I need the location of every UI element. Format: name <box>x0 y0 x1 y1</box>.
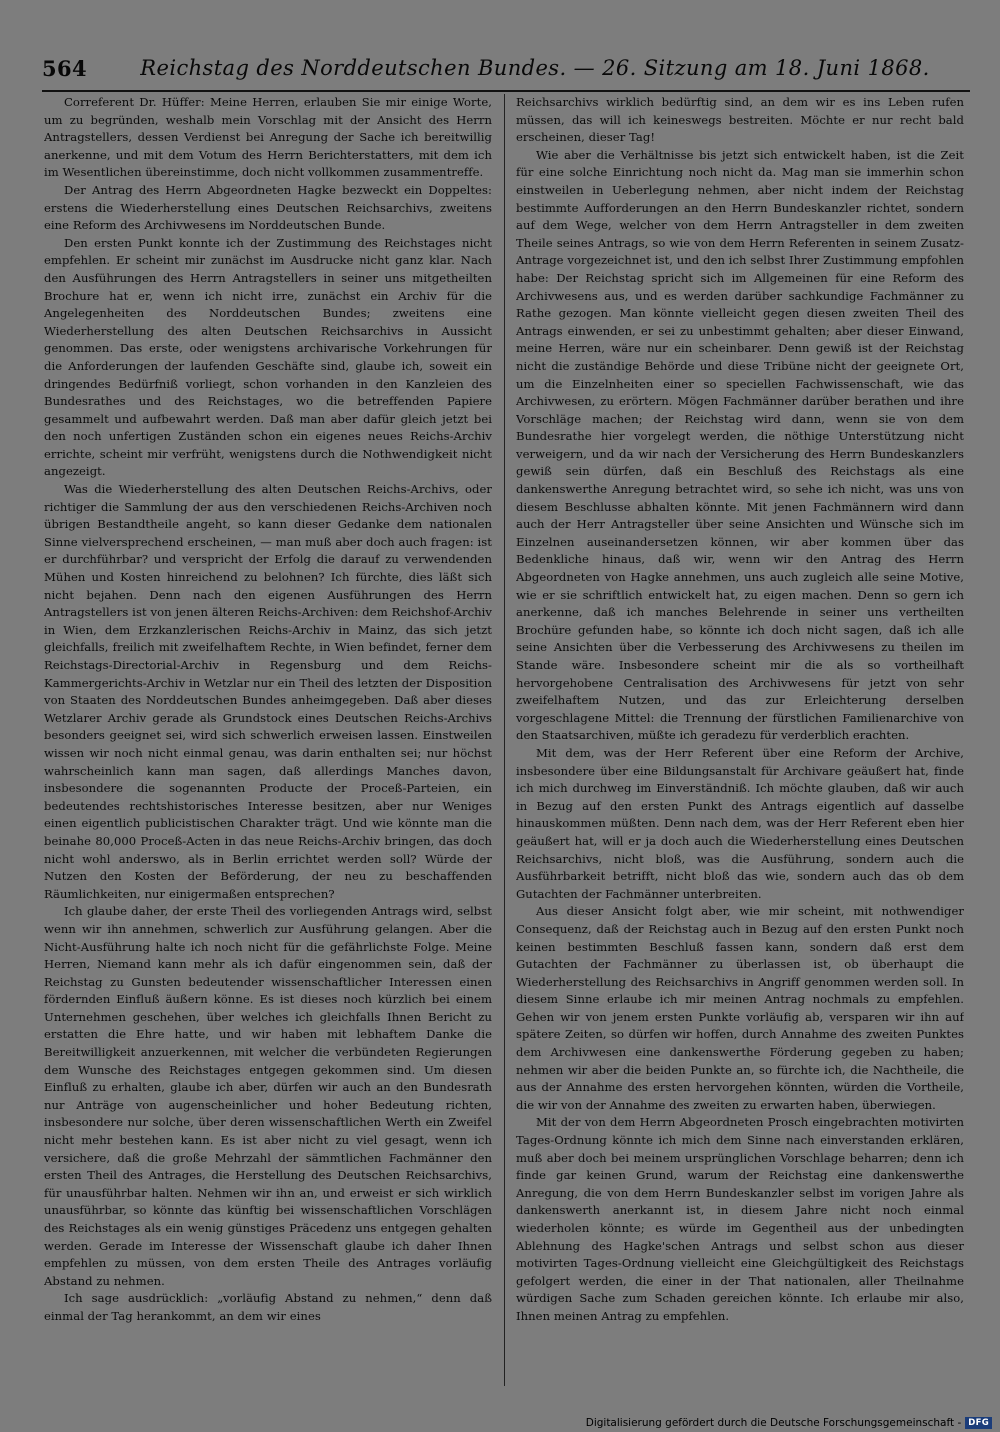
paragraph: Correferent Dr. Hüffer: Meine Herren, erlauben Sie mir einige Worte, um zu begründen, weshalb mein Vorschlag mit der Ansicht des Herrn Antragstellers, dessen Verdienst bei Anregung der Sache ich bereitwillig anerkenne, und mit dem Votum des Herrn Berichterstatters, mit dem ich im Wesentlichen übereinstimme, doch nicht vollkommen zusammentreffe. <box>44 95 492 180</box>
paragraph: Ich glaube daher, der erste Theil des vorliegenden Antrags wird, selbst wenn wir ihn annehmen, schwerlich zur Ausführung gelangen. Aber die Nicht-Ausführung halte ich noch nicht für die gefährlichste Folge. Meine Herren, Niemand kann mehr als ich dafür eingenommen sein, daß der Reichstag zu Gunsten bedeutender wissenschaftlicher Interessen einen fördernden Einfluß äußern könne. Es ist dieses noch kürzlich bei einem Unternehmen geschehen, über welches ich gleichfalls Ihnen Bericht zu erstatten die Ehre hatte, und wir haben mit lebhaftem Danke die Bereitwilligkeit anzuerkennen, mit welcher die verbündeten Regierungen dem Wunsche des Reichstages entgegen gekommen sind. Um diesen Einfluß zu erhalten, glaube ich aber, dürfen wir auch an den Bundesrath nur Anträge von augenscheinlicher und hoher Bedeutung richten, insbesondere nur solche, über deren wissenschaftlichen Werth ein Zweifel nicht mehr bestehen kann. Es ist aber nicht zu viel gesagt, wenn ich versichere, daß die große Mehrzahl der sämmtlichen Fachmänner den ersten Theil des Antrages, die Herstellung des Deutschen Reichsarchivs, für unausführbar halten. Nehmen wir ihn an, und erweist er sich wirklich unausführbar, so könnte das künftig bei wissenschaftlichen Vorschlägen des Reichstages als ein wenig günstiges Präcedenz uns entgegen gehalten werden. Gerade im Interesse der Wissenschaft glaube ich daher Ihnen empfehlen zu müssen, von dem ersten Theile des Antrages vorläufig Abstand zu nehmen. <box>44 904 492 1288</box>
paragraph: Was die Wiederherstellung des alten Deutschen Reichs-Archivs, oder richtiger die Sammlung der aus den verschiedenen Reichs-Archiven noch übrigen Bestandtheile angeht, so kann dieser Gedanke dem nationalen Sinne vielversprechend erscheinen, — man muß aber doch auch fragen: ist er durchführbar? und verspricht der Erfolg die darauf zu verwendenden Mühen und Kosten hinreichend zu belohnen? Ich fürchte, dies läßt sich nicht bejahen. Denn nach den eigenen Ausführungen des Herrn Antragstellers ist von jenen älteren Reichs-Archiven: dem Reichshof-Archiv in Wien, dem Erzkanzlerischen Reichs-Archiv in Mainz, das sich jetzt gleichfalls, freilich mit zweifelhaftem Rechte, in Wien befindet, ferner dem Reichstags-Directorial-Archiv in Regensburg und dem Reichs-Kammergerichts-Archiv in Wetzlar nur ein Theil des letzten der Disposition von Staaten des Norddeutschen Bundes anheimgegeben. Daß aber dieses Wetzlarer Archiv gerade als Grundstock eines Deutschen Reichs-Archivs besonders geeignet sei, wird sich schwerlich erweisen lassen. Einstweilen wissen wir noch nicht einmal genau, was darin enthalten sei; nur höchst wahrscheinlich kann man sagen, daß allerdings Manches davon, insbesondere die sogenannten Producte der Proceß-Parteien, ein bedeutendes rechtshistorisches Interesse besitzen, aber nur Weniges einen eigentlich publicistischen Charakter trägt. Und wie könnte man die beinahe 80,000 Proceß-Acten in das neue Reichs-Archiv bringen, das doch nicht wohl anderswo, als in Berlin errichtet werden soll? Würde der Nutzen den Kosten der Beförderung, der neu zu beschaffenden Räumlichkeiten, nur einigermaßen entsprechen? <box>44 482 492 901</box>
paragraph: Reichsarchivs wirklich bedürftig sind, an dem wir es ins Leben rufen müssen, das will ich keineswegs bestreiten. Möchte er nur recht bald erscheinen, dieser Tag! <box>516 95 964 145</box>
paragraph: Aus dieser Ansicht folgt aber, wie mir scheint, mit nothwendiger Consequenz, daß der Reichstag auch in Bezug auf den ersten Punkt noch keinen bestimmten Beschluß fassen kann, sondern daß erst dem Gutachten der Fachmänner zu überlassen ist, ob überhaupt die Wiederherstellung des Reichsarchivs in Angriff genommen werden soll. In diesem Sinne erlaube ich mir meinen Antrag nochmals zu empfehlen. Gehen wir von jenem ersten Punkte vorläufig ab, versparen wir ihn auf spätere Zeiten, so dürfen wir hoffen, durch Annahme des zweiten Punktes dem Archivwesen eine dankenswerthe Förderung gegeben zu haben; nehmen wir aber die beiden Punkte an, so fürchte ich, die Nachtheile, die aus der Annahme des ersten hervorgehen könnten, würden die Vortheile, die wir von der Annahme des zweiten zu erwarten haben, überwiegen. <box>516 904 964 1112</box>
right-column <box>516 94 964 1386</box>
page-number: 564 <box>42 55 88 81</box>
paragraph: Den ersten Punkt konnte ich der Zustimmung des Reichstages nicht empfehlen. Er scheint mir zunächst im Ausdrucke nicht ganz klar. Nach den Ausführungen des Herrn Antragstellers in seiner uns mitgetheilten Brochure hat er, wenn ich nicht irre, zunächst ein Archiv für die Angelegenheiten des Norddeutschen Bundes; zweitens eine Wiederherstellung des alten Deutschen Reichsarchivs in Aussicht genommen. Das erste, oder wenigstens archivarische Vorkehrungen für die Anforderungen der laufenden Geschäfte sind, glaube ich, soweit ein dringendes Bedürfniß vorliegt, schon vorhanden in den Kanzleien des Bundesrathes und des Reichstages, wo die betreffenden Papiere gesammelt und aufbewahrt werden. Daß man aber dafür gleich jetzt bei den noch unfertigen Zuständen schon ein eigenes neues Reichs-Archiv errichte, scheint mir verfrüht, wenigstens durch die Nothwendigkeit nicht angezeigt. <box>44 235 492 479</box>
header-rule <box>42 90 970 92</box>
page-header <box>42 50 972 86</box>
paragraph: Mit dem, was der Herr Referent über eine Reform der Archive, insbesondere über eine Bildungsanstalt für Archivare geäußert hat, finde ich mich durchweg im Einverständniß. Ich möchte glauben, daß wir auch in Bezug auf den ersten Punkt des Antrags eigentlich auf dasselbe hinauskommen müßten. Denn nach dem, was der Herr Referent eben hier geäußert hat, will er ja doch auch die Wiederherstellung eines Deutschen Reichsarchivs, nicht bloß, was die Ausführung, sondern auch die Ausführbarkeit betrifft, nicht bloß das wie, sondern auch das ob dem Gutachten der Fachmänner unterbreiten. <box>516 745 964 901</box>
paragraph: Ich sage ausdrücklich: „vorläufig Abstand zu nehmen,“ denn daß einmal der Tag herankommt, an dem wir eines <box>44 1291 492 1323</box>
running-title: Reichstag des Norddeutschen Bundes. — 26. Sitzung am 18. Juni 1868. <box>140 56 930 80</box>
left-column <box>44 94 492 1386</box>
footer-text: Digitalisierung gefördert durch die Deutsche Forschungsgemeinschaft - <box>585 1417 962 1429</box>
digitization-footer <box>586 1416 992 1430</box>
paragraph: Mit der von dem Herrn Abgeordneten Prosch eingebrachten motivirten Tages-Ordnung könnte ich mich dem Sinne nach einverstanden erklären, muß aber doch bei meinem ursprünglichen Vorschlage beharren; denn ich finde gar keinen Grund, warum der Reichstag eine dankenswerthe Anregung, die von dem Herrn Bundeskanzler selbst im vorigen Jahre als dankenswerth anerkannt ist, in diesem Jahre nicht noch einmal wiederholen könnte; es würde im Gegentheil aus der unbedingten Ablehnung des Hagke'schen Antrags und selbst schon aus dieser motivirten Tages-Ordnung vielleicht eine Gleichgültigkeit des Reichstags gefolgert werden, die einer in der That nationalen, aller Theilnahme würdigen Sache zum Schaden gereichen könnte. Ich erlaube mir also, Ihnen meinen Antrag zu empfehlen. <box>516 1115 964 1323</box>
column-divider <box>504 94 505 1386</box>
dfg-logo: DFG <box>965 1417 992 1429</box>
paragraph: Der Antrag des Herrn Abgeordneten Hagke bezweckt ein Doppeltes: erstens die Wiederherstellung eines Deutschen Reichsarchivs, zweitens eine Reform des Archivwesens im Norddeutschen Bunde. <box>44 182 492 233</box>
document-page <box>28 38 972 1410</box>
paragraph: Wie aber die Verhältnisse bis jetzt sich entwickelt haben, ist die Zeit für eine solche Einrichtung noch nicht da. Mag man sie immerhin schon einstweilen in Ueberlegung nehmen, aber nicht indem der Reichstag bestimmte Aufforderungen an den Herrn Bundeskanzler richtet, sondern auf dem Wege, welcher von dem Herrn Antragsteller in dem zweiten Theile seines Antrags, so wie von dem Herrn Referenten in seinem Zusatz-Antrage vorgezeichnet ist, und den ich selbst Ihrer Zustimmung empfohlen habe: Der Reichstag spricht sich im Allgemeinen für eine Reform des Archivwesens aus, und es werden darüber sachkundige Fachmänner zu Rathe gezogen. Man könnte vielleicht gegen diesen zweiten Theil des Antrags einwenden, er sei zu unbestimmt gehalten; aber dieser Einwand, meine Herren, wäre nur ein scheinbarer. Denn gewiß ist der Reichstag nicht die zuständige Behörde und diese Tribüne nicht der geeignete Ort, um die Einzelnheiten einer so speciellen Fachwissenschaft, wie das Archivwesen, zu erörtern. Mögen Fachmänner darüber berathen und ihre Vorschläge machen; der Reichstag wird dann, wenn sie von dem Bundesrathe hier vorgelegt werden, die nöthige Unterstützung nicht verweigern, und da wir nach der Versicherung des Herrn Bundeskanzlers gewiß sein dürfen, daß ein Beschluß des Reichstags als eine dankenswerthe Anregung betrachtet wird, so sehe ich nicht, was uns von diesem Beschlusse abhalten könnte. Mit jenen Fachmännern wird dann auch der Herr Antragsteller über seine Ansichten und Wünsche sich im Einzelnen auseinandersetzen können, wir aber kommen über das Bedenkliche hinaus, daß wir, wenn wir den Antrag des Herrn Abgeordneten von Hagke annehmen, uns auch zugleich alle seine Motive, wie er sie schriftlich entwickelt hat, zu eigen machen. Denn so gern ich anerkenne, daß ich manches Belehrende in seiner uns vertheilten Brochüre gefunden habe, so könnte ich doch nicht sagen, daß ich alle seine Ansichten über die Verbesserung des Archivwesens zu theilen im Stande wäre. Insbesondere scheint mir die als so vortheilhaft hervorgehobene Centralisation des Archivwesens für jetzt von sehr zweifelhaftem Nutzen, und das zur Erleichterung derselben vorgeschlagene Mittel: die Trennung der fürstlichen Familienarchive von den Staatsarchiven, müßte ich geradezu für verderblich erachten. <box>516 147 964 743</box>
